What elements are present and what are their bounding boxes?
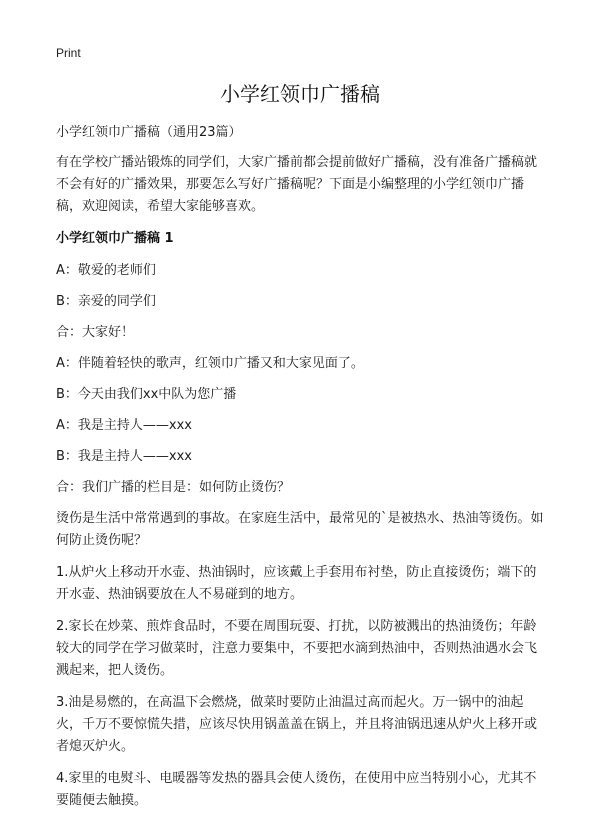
section-heading: 小学红领巾广播稿 1 <box>56 231 174 246</box>
document-body <box>56 122 548 822</box>
body-paragraph: 4.家里的电熨斗、电暖器等发热的器具会使人烫伤，在使用中应当特别小心，尤其不要随便去触摸。 <box>56 771 537 808</box>
dialogue-line: B：我是主持人——xxx <box>56 449 192 464</box>
dialogue-line: A：伴随着轻快的歌声，红领巾广播又和大家见面了。 <box>56 356 364 371</box>
dialogue-line: 合：我们广播的栏目是：如何防止烫伤？ <box>56 480 291 495</box>
document-subtitle: 小学红领巾广播稿（通用23篇） <box>56 125 242 140</box>
dialogue-line: A：敬爱的老师们 <box>56 263 156 278</box>
dialogue-line: B：今天由我们xx中队为您广播 <box>56 387 237 402</box>
body-paragraph: 1.从炉火上移动开水壶、热油锅时，应该戴上手套用布衬垫，防止直接烫伤；端下的开水壶、热油锅要放在人不易碰到的地方。 <box>56 565 537 602</box>
intro-paragraph: 有在学校广播站锻炼的同学们，大家广播前都会提前做好广播稿，没有准备广播稿就不会有好的广播效果，那要怎么写好广播稿呢？下面是小编整理的小学红领巾广播稿，欢迎阅读，希望大家能够喜欢。 <box>56 155 538 214</box>
dialogue-line: A：我是主持人——xxx <box>56 418 192 433</box>
body-paragraph: 3.油是易燃的，在高温下会燃烧，做菜时要防止油温过高而起火。万一锅中的油起火，千万不要惊慌失措，应该尽快用锅盖盖在锅上，并且将油锅迅速从炉火上移开或者熄灭炉火。 <box>56 695 538 754</box>
print-link[interactable]: Print <box>56 46 81 60</box>
body-paragraph: 2.家长在炒菜、煎炸食品时，不要在周围玩耍、打扰，以防被溅出的热油烫伤；年龄较大的同学在学习做菜时，注意力要集中，不要把水滴到热油中，否则热油遇水会飞溅起来，把人烫伤。 <box>56 619 538 678</box>
dialogue-line: B：亲爱的同学们 <box>56 294 156 309</box>
dialogue-line: 合：大家好！ <box>56 325 135 340</box>
body-paragraph: 烫伤是生活中常常遇到的事故。在家庭生活中，最常见的`是被热水、热油等烫伤。如何防止烫伤呢？ <box>56 511 544 548</box>
page-title: 小学红领巾广播稿 <box>220 82 380 106</box>
